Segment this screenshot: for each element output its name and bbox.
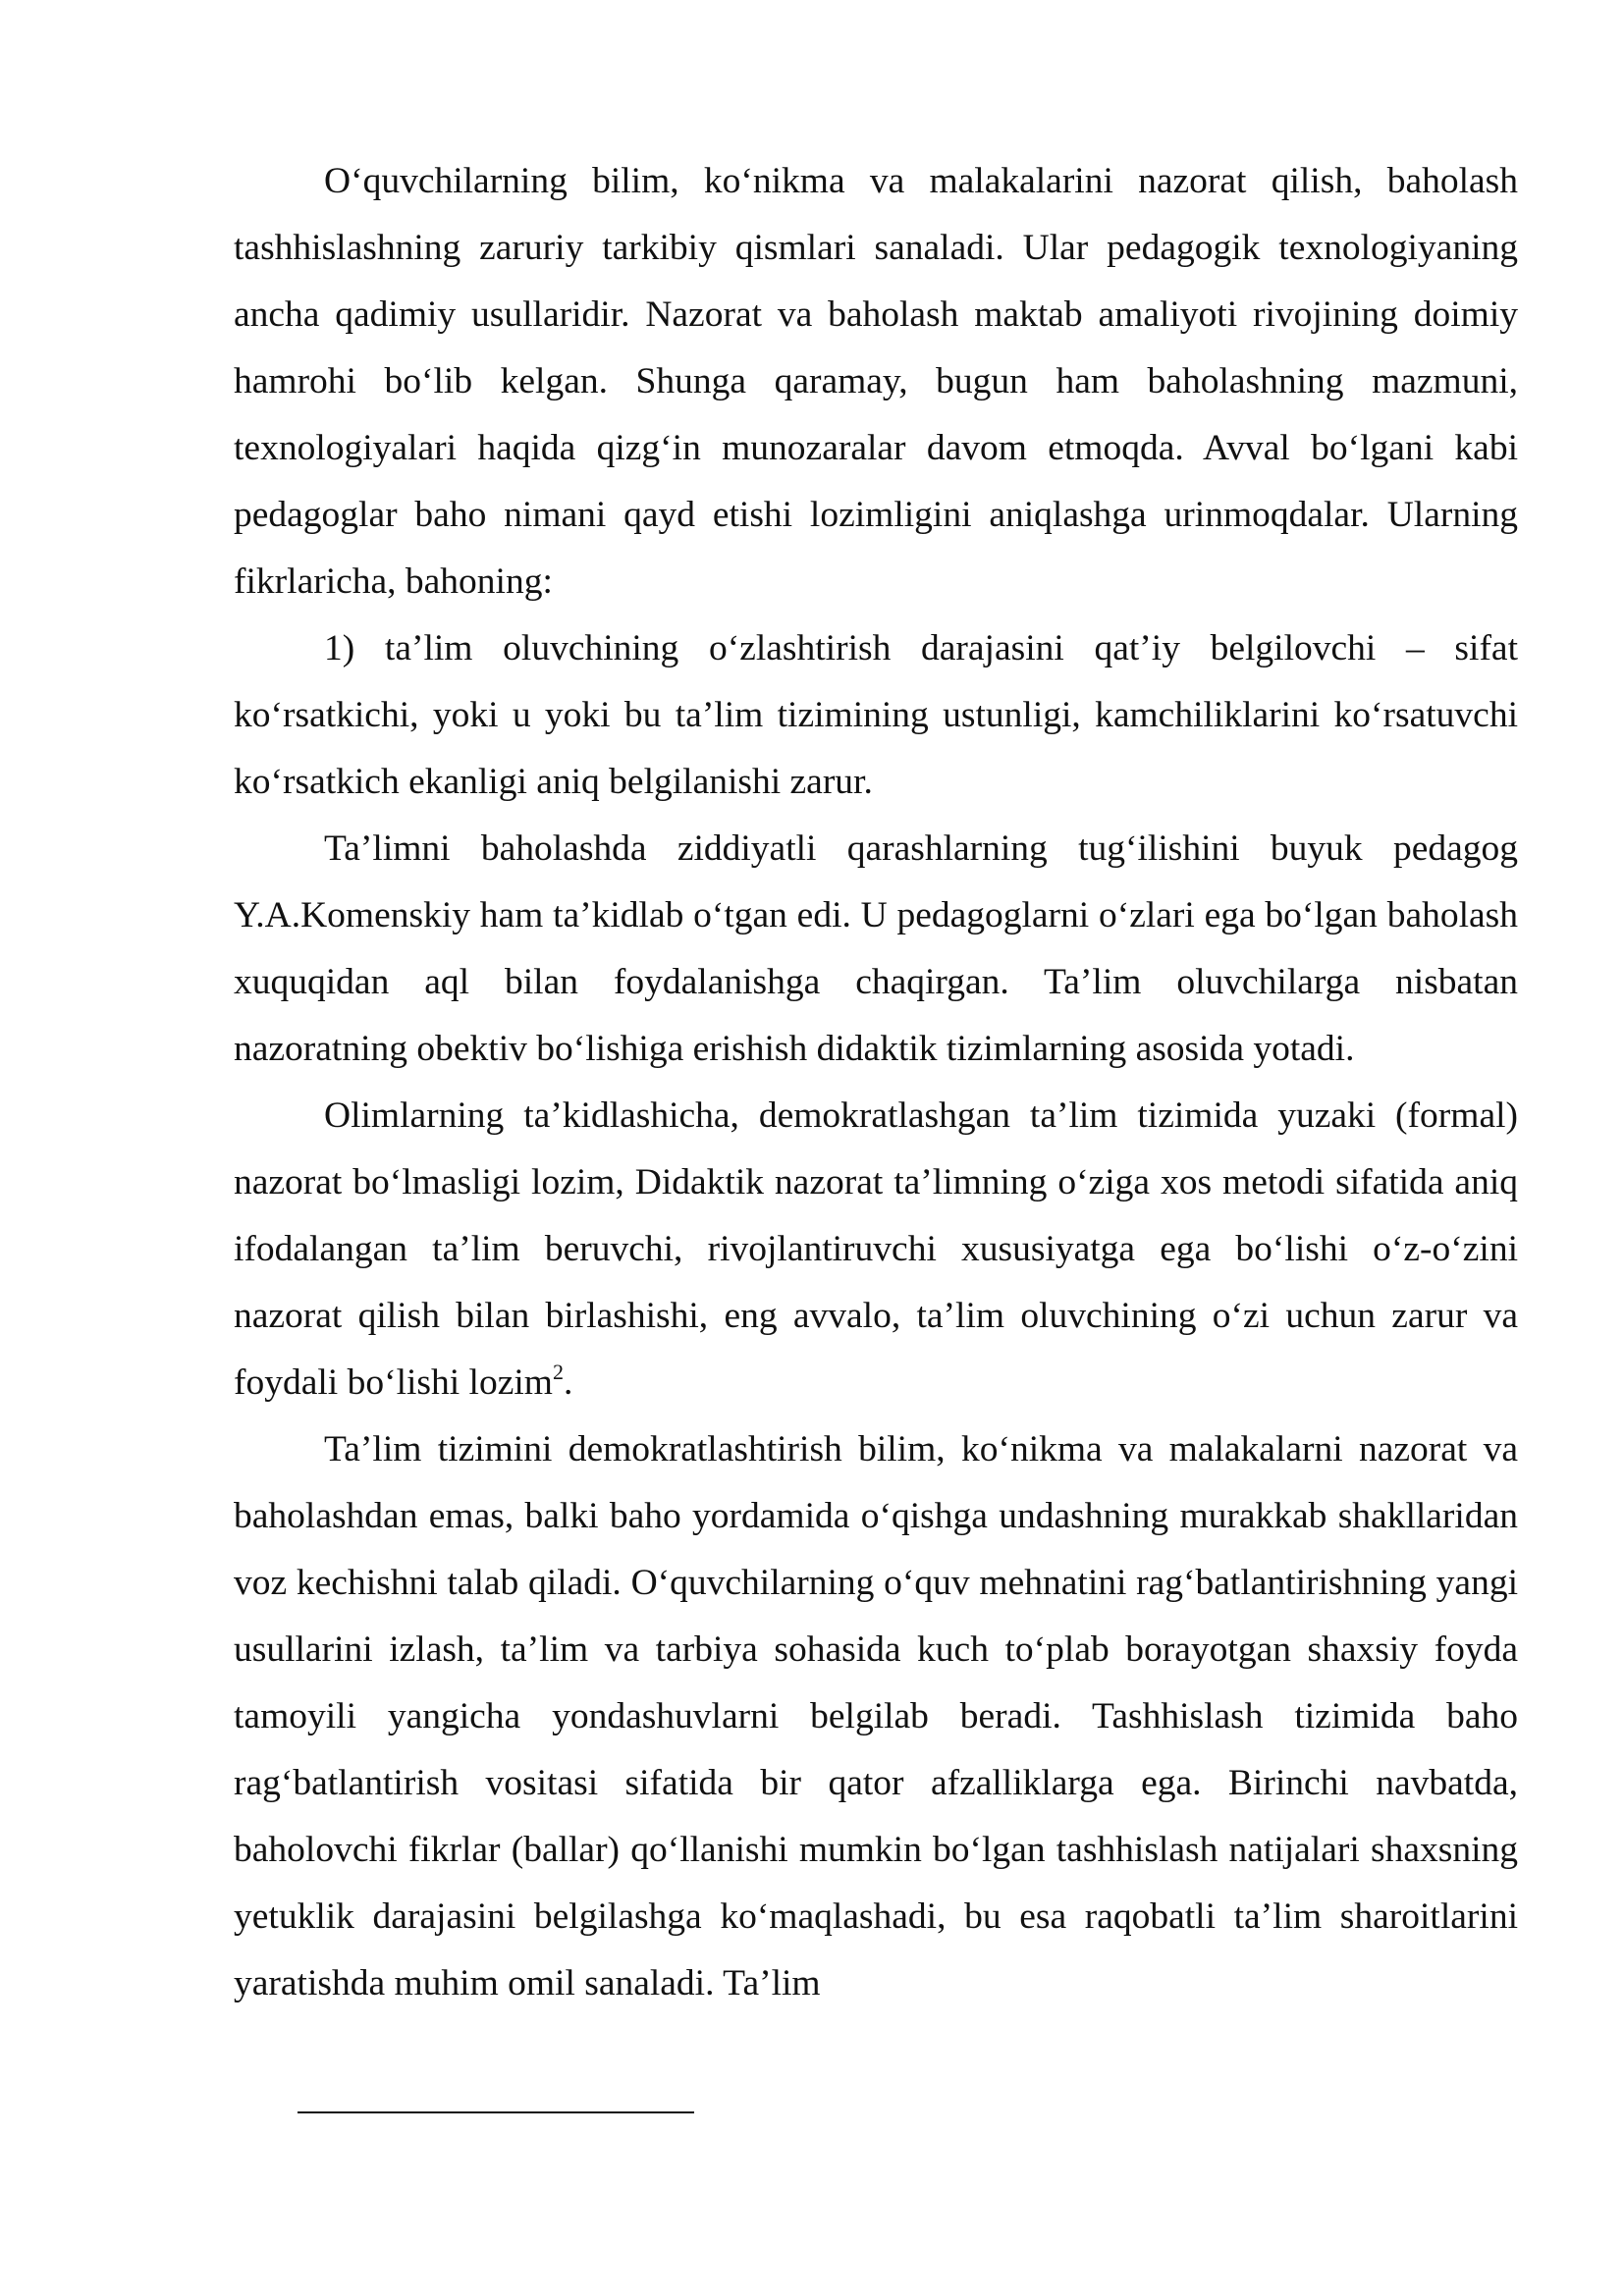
paragraph: O‘quvchilarning bilim, ko‘nikma va malakalarini nazorat qilish, baholash tashhislashning zaruriy tarkibiy qismlari sanaladi. Ular pedagogik texnologiyaning ancha qadimiy usullaridir. Nazorat va baholash maktab amaliyoti rivojining doimiy hamrohi bo‘lib kelgan. Shunga qaramay, bugun ham baholashning mazmuni, texnologiyalari haqida qizg‘in munozaralar davom etmoqda. Avval bo‘lgani kabi pedagoglar baho nimani qayd etishi lozimligini aniqlashga urinmoqdalar. Ularning fikrlaricha, bahoning:: [234, 161, 1518, 602]
footnote-reference[interactable]: 2: [552, 1360, 564, 1384]
paragraph: Ta’lim tizimini demokratlashtirish bilim, ko‘nikma va malakalarni nazorat va baholashdan emas, balki baho yordamida o‘qishga undashning murakkab shakllaridan voz kechishni talab qiladi. O‘quvchilarning o‘quv mehnatini rag‘batlantirishning yangi usullarini izlash, ta’lim va tarbiya sohasida kuch to‘plab borayotgan shaxsiy foyda tamoyili yangicha yondashuvlarni belgilab beradi. Tashhislash tizimida baho rag‘batlantirish vositasi sifatida bir qator afzalliklarga ega. Birinchi navbatda, baholovchi fikrlar (ballar) qo‘llanishi mumkin bo‘lgan tashhislash natijalari shaxsning yetuklik darajasini belgilashga ko‘maqlashadi, bu esa raqobatli ta’lim sharoitlarini yaratishda muhim omil sanaladi. Ta’lim: [234, 1429, 1518, 2003]
body-text: [234, 148, 1518, 2017]
paragraph: [234, 1083, 1518, 1416]
paragraph-tail: .: [563, 1362, 573, 1403]
paragraph: Ta’limni baholashda ziddiyatli qarashlarning tug‘ilishini buyuk pedagog Y.A.Komenskiy ham ta’kidlab o‘tgan edi. U pedagoglarni o‘zlari ega bo‘lgan baholash xuquqidan aql bilan foydalanishga chaqirgan. Ta’lim oluvchilarga nisbatan nazoratning obektiv bo‘lishiga erishish didaktik tizimlarning asosida yotadi.: [234, 828, 1518, 1069]
footnote-separator: [298, 2111, 694, 2113]
list-item-paragraph: 1) ta’lim oluvchining o‘zlashtirish darajasini qat’iy belgilovchi – sifat ko‘rsatkichi, yoki u yoki bu ta’lim tizimining ustunligi, kamchiliklarini ko‘rsatuvchi ko‘rsatkich ekanligi aniq belgilanishi zarur.: [234, 628, 1518, 802]
paragraph-text: Olimlarning ta’kidlashicha, demokratlashgan ta’lim tizimida yuzaki (formal) nazorat bo‘lmasligi lozim, Didaktik nazorat ta’limning o‘ziga xos metodi sifatida aniq ifodalangan ta’lim beruvchi, rivojlantiruvchi xususiyatga ega bo‘lishi o‘z-o‘zini nazorat qilish bilan birlashishi, eng avvalo, ta’lim oluvchining o‘zi uchun zarur va foydali bo‘lishi lozim: [234, 1095, 1518, 1403]
